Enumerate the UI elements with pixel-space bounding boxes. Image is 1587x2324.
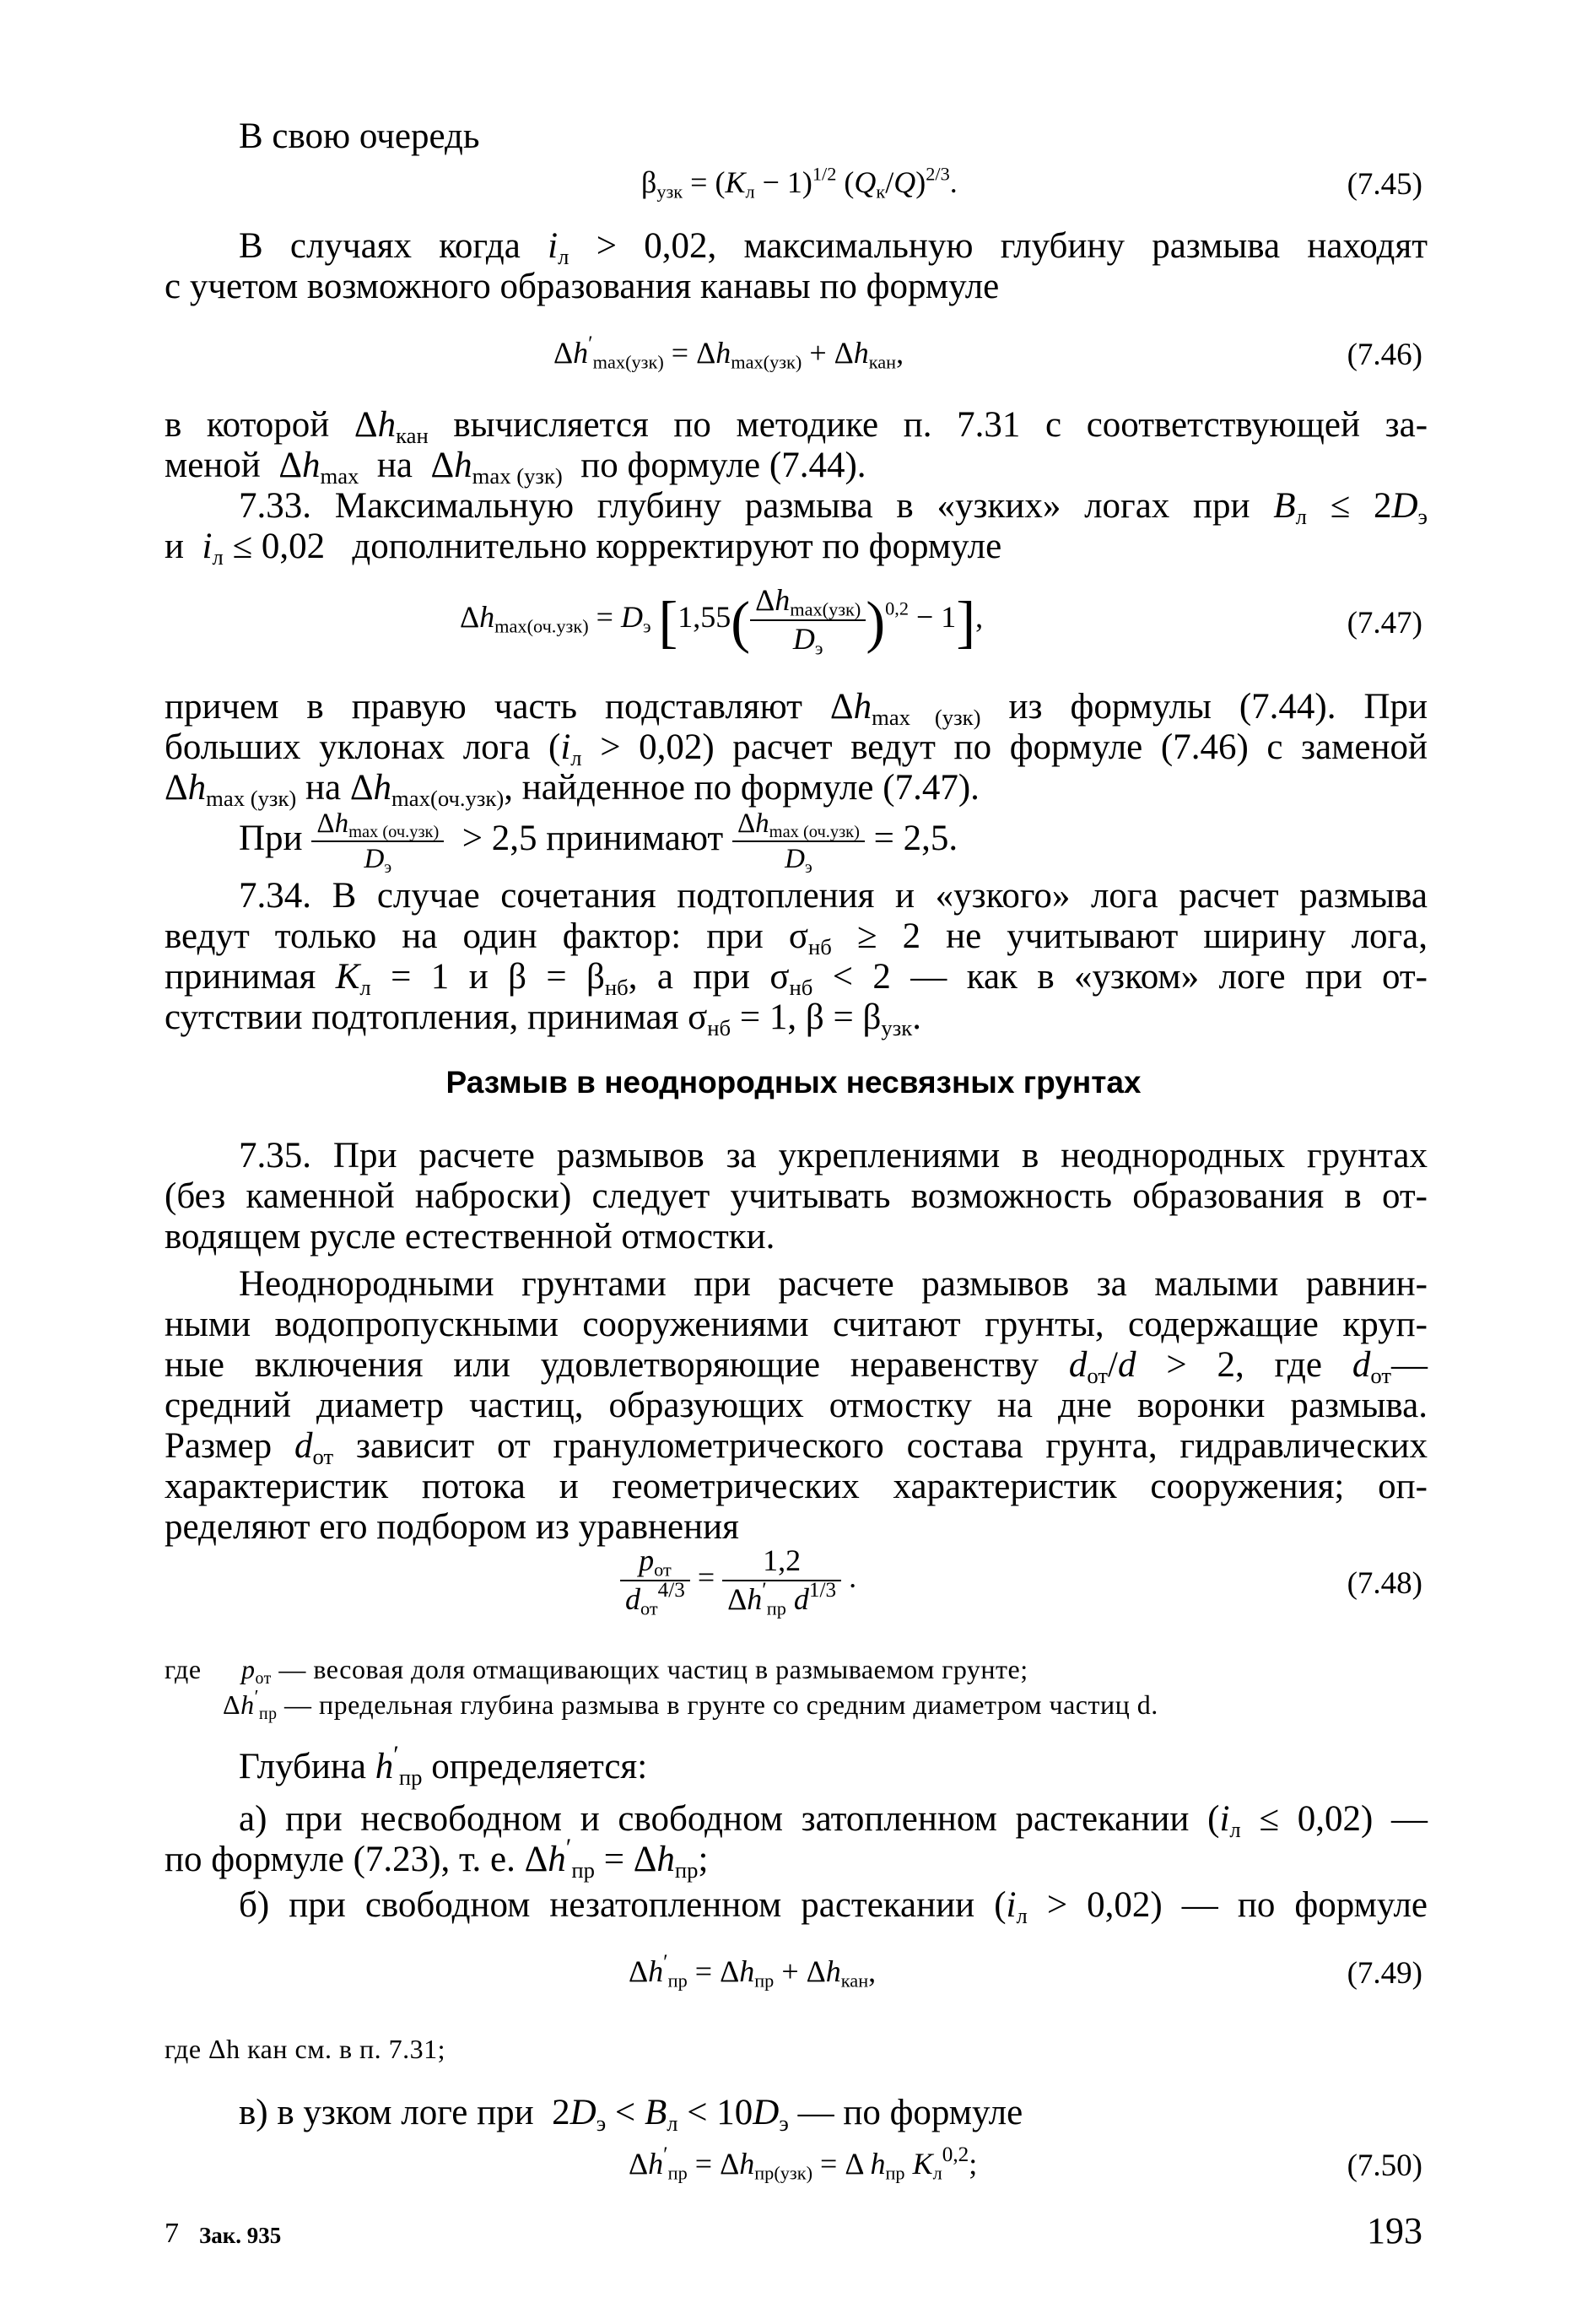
paragraph-line: а) при несвободном и свободном затопленном растекании $(i_л \le 0,02)$ — bbox=[239, 1799, 1428, 1842]
paragraph-line: ные включения или удовлетворяющие неравенству $d_{от}/d > 2$, где $d_{от}—$ bbox=[165, 1345, 1428, 1388]
paragraph-line: в) в узком логе при $2D_э < B_л < 10D_э$ — по формуле bbox=[239, 2093, 1023, 2136]
paragraph-line: водящем русле естественной отмостки. bbox=[165, 1217, 775, 1257]
equation-number: (7.45) bbox=[1347, 167, 1422, 202]
paragraph-line: меной $\Delta h_{max}$ на $\Delta h_{max (узк)}$ по формуле (7.44). bbox=[165, 446, 866, 489]
paragraph-line: $\Delta h_{max (узк)}$ на $\Delta h_{max(оч.узк)}$, найденное по формуле (7.47). bbox=[165, 768, 980, 811]
paragraph-line: При $\frac{\Delta h_{max (оч.узк)}}{D_э}$ > 2,5 принимают $\frac{\Delta h_{max (оч.узк)}}{D_э}$ = 2,5. bbox=[239, 808, 958, 878]
paragraph-line: В случаях когда $i_л > 0,02$, максимальную глубину размыва находят bbox=[239, 226, 1428, 269]
equation-number: (7.48) bbox=[1347, 1566, 1422, 1601]
paragraph-line: Глубина $h'_{пр}$ определяется: bbox=[239, 1739, 648, 1790]
paragraph-line: характеристик потока и геометрических характеристик сооружения; оп- bbox=[165, 1467, 1428, 1506]
formula-7-50: $\Delta h'_{пр} = \Delta h_{пр(узк)} = \Delta$ $h_{пр}$ $K_л^{0,2}$; bbox=[629, 2143, 978, 2184]
equation-number: (7.46) bbox=[1347, 338, 1422, 372]
equation-number: (7.50) bbox=[1347, 2148, 1422, 2183]
paragraph-line: ными водопропускными сооружениями считают грунты, содержащие круп- bbox=[165, 1305, 1428, 1344]
page-number: 193 bbox=[1367, 2210, 1422, 2251]
equation-number: (7.47) bbox=[1347, 606, 1422, 640]
paragraph-line: больших уклонах лога $(i_л > 0,02)$ расчет ведут по формуле (7.46) с заменой bbox=[165, 727, 1428, 770]
paragraph-line: В свою очередь bbox=[239, 116, 480, 156]
formula-7-45: $\beta_{узк} = (K_л - 1)^{1/2}$ $(Q_к/Q)^{2/3}$. bbox=[641, 163, 958, 203]
paragraph-line: 7.33. Максимальную глубину размыва в «узких» логах при $B_л \le 2D_э$ bbox=[239, 486, 1428, 529]
note-gde: где bbox=[165, 1654, 202, 1684]
paragraph-line: Неоднородными грунтами при расчете размывов за малыми равнин- bbox=[239, 1264, 1428, 1304]
note-line: $p_{от}$ — весовая доля отмащивающих частиц в размываемом грунте; bbox=[241, 1654, 1028, 1688]
signature-mark: 7 bbox=[165, 2218, 179, 2249]
note-line: $\Delta h'_{пр}$ — предельная глубина размыва в грунте со средним диаметром частиц d. bbox=[223, 1685, 1158, 1723]
paragraph-line: ределяют его подбором из уравнения bbox=[165, 1507, 739, 1547]
section-heading: Размыв в неоднородных несвязных грунтах bbox=[445, 1065, 1142, 1100]
paragraph-line: (без каменной наброски) следует учитывать возможность образования в от- bbox=[165, 1176, 1428, 1216]
paragraph-line: сутствии подтопления, принимая $\sigma_{нб} = 1$, $\beta = \beta_{узк}$. bbox=[165, 997, 921, 1040]
formula-7-46: $\Delta h'_{max(узк)} = \Delta h_{max(узк)} + \Delta h_{кан}$, bbox=[553, 332, 904, 373]
paragraph-line: принимая $K_л = 1$ и $\beta = \beta_{нб}$, а при $\sigma_{нб} < 2$ — как в «узком» логе при от- bbox=[165, 957, 1428, 1000]
formula-7-48: $\frac{p_{от}}{d_{от}^{4/3}}$ = $\frac{1,2}{\Delta h'_{пр} d^{1/3}}$ . bbox=[620, 1544, 856, 1616]
order-number: Зак. 935 bbox=[199, 2223, 282, 2248]
note-line: где Δh кан см. в п. 7.31; bbox=[165, 2034, 446, 2064]
paragraph-line: ведут только на один фактор: при $\sigma_{нб} \ge 2$ не учитывают ширину лога, bbox=[165, 916, 1428, 959]
paragraph-line: и $i_л \le 0,02$ дополнительно корректируют по формуле bbox=[165, 527, 1002, 570]
paragraph-line: Размер $d_{от}$ зависит от гранулометрического состава грунта, гидравлических bbox=[165, 1426, 1428, 1469]
paragraph-line: с учетом возможного образования канавы по формуле bbox=[165, 267, 1000, 306]
paragraph-line: 7.35. При расчете размывов за укреплениями в неоднородных грунтах bbox=[239, 1136, 1428, 1176]
paragraph-line: в которой $\Delta h_{кан}$ вычисляется по методике п. 7.31 с соответствующей за- bbox=[165, 405, 1428, 448]
paragraph-line: по формуле (7.23), т. е. $\Delta h'_{пр} = \Delta h_{пр}$; bbox=[165, 1832, 709, 1883]
paragraph-line: 7.34. В случае сочетания подтопления и «узкого» лога расчет размыва bbox=[239, 876, 1428, 916]
paragraph-line: б) при свободном незатопленном растекании $(i_л > 0,02)$ — по формуле bbox=[239, 1885, 1428, 1928]
paragraph-line: причем в правую часть подставляют $\Delta h_{max (узк)}$ из формулы (7.44). При bbox=[165, 687, 1428, 730]
equation-number: (7.49) bbox=[1347, 1956, 1422, 1991]
paragraph-line: средний диаметр частиц, образующих отмостку на дне воронки размыва. bbox=[165, 1386, 1428, 1425]
formula-7-49: $\Delta h'_{пр} = \Delta h_{пр} + \Delta h_{кан}$, bbox=[629, 1950, 877, 1992]
formula-7-47: $\Delta h_{max(оч.узк)} = D_э$ [1,55( $\frac{\Delta h_{max(узк)}}{D_э}$ )$^{0,2}$ − 1], bbox=[460, 583, 984, 659]
